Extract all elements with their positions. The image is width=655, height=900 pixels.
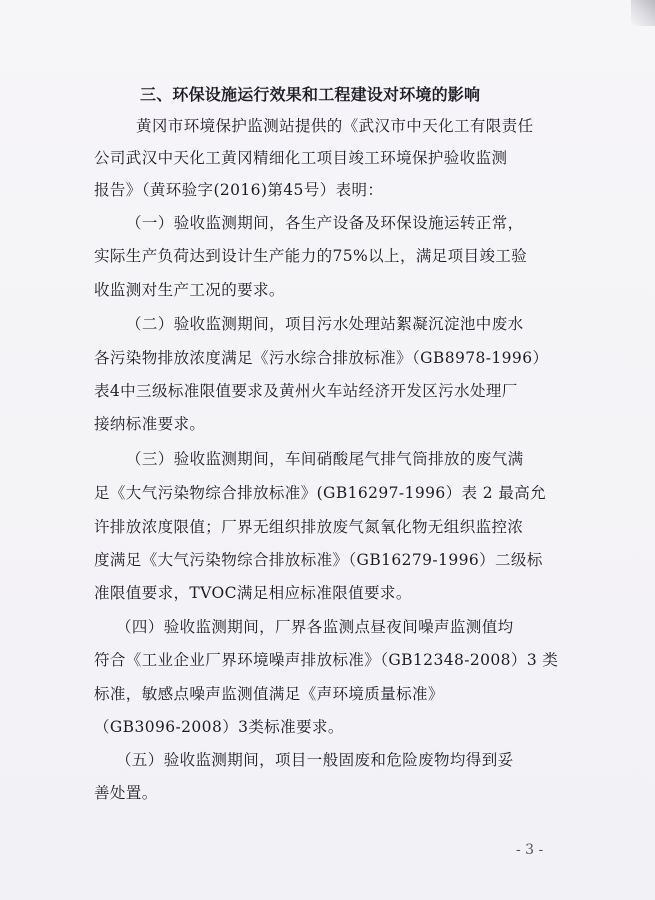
section-heading: 三、环保设施运行效果和工程建设对环境的影响 xyxy=(140,85,481,104)
paragraph-line: 实际生产负荷达到设计生产能力的75%以上，满足项目竣工验 xyxy=(94,247,528,265)
paragraph-line: 接纳标准要求。 xyxy=(94,415,206,433)
scan-corner-shadow xyxy=(631,0,655,26)
paragraph-line: 标准，敏感点噪声监测值满足《声环境质量标准》 xyxy=(94,685,444,703)
paragraph-line: 收监测对生产工况的要求。 xyxy=(94,281,285,299)
paragraph-line: （三）验收监测期间，车间硝酸尾气排气筒排放的废气满 xyxy=(126,450,524,468)
paragraph-line: 报告》（黄环验字(2016)第45号）表明： xyxy=(94,181,384,199)
paragraph-line: （GB3096-2008）3类标准要求。 xyxy=(94,718,344,736)
paragraph-line: 足《大气污染物综合排放标准》(GB16297-1996）表 2 最高允 xyxy=(94,484,547,502)
page-number: - 3 - xyxy=(516,842,544,858)
paragraph-line: （五）验收监测期间，项目一般固废和危险废物均得到妥 xyxy=(116,751,514,769)
paragraph-line: 准限值要求，TVOC满足相应标准限值要求。 xyxy=(94,584,412,602)
paragraph-line: 许排放浓度限值；厂界无组织排放废气氮氧化物无组织监控浓 xyxy=(94,518,524,536)
paragraph-line: 黄冈市环境保护监测站提供的《武汉市中天化工有限责任 xyxy=(136,117,534,135)
paragraph-line: 符合《工业企业厂界环境噪声排放标准》（GB12348-2008）3 类 xyxy=(94,651,559,669)
paragraph-line: 各污染物排放浓度满足《污水综合排放标准》（GB8978-1996） xyxy=(94,349,549,367)
paragraph-line: （一）验收监测期间，各生产设备及环保设施运转正常， xyxy=(126,214,524,232)
paragraph-line: （二）验收监测期间，项目污水处理站絮凝沉淀池中废水 xyxy=(126,315,524,333)
paragraph-line: 表4中三级标准限值要求及黄州火车站经济开发区污水处理厂 xyxy=(94,382,518,400)
paragraph-line: 公司武汉中天化工黄冈精细化工项目竣工环境保护验收监测 xyxy=(94,149,508,167)
paragraph-line: 度满足《大气污染物综合排放标准》（GB16279-1996）二级标 xyxy=(94,551,543,569)
paragraph-line: 善处置。 xyxy=(94,784,158,802)
paragraph-line: （四）验收监测期间，厂界各监测点昼夜间噪声监测值均 xyxy=(116,618,514,636)
